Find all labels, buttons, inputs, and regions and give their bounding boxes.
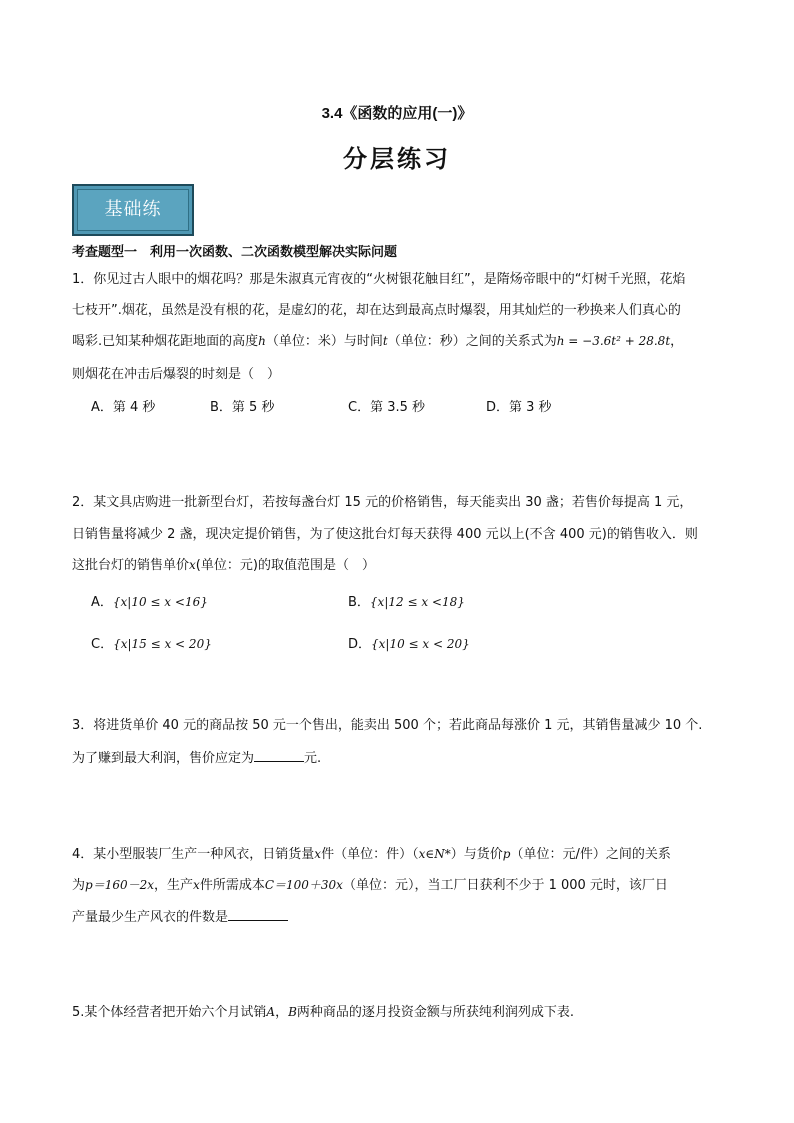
q2-option-c: [91, 636, 212, 654]
q4-line-1-text-d: （单位：元/件）之间的关系: [510, 847, 671, 862]
q4-line-2-text-a: 为: [72, 878, 86, 893]
q1-line-4: 则烟花在冲击后爆裂的时刻是（ ）: [72, 367, 281, 382]
q2-option-d-label: D．: [348, 637, 372, 652]
q1-var-t: t: [382, 334, 388, 348]
q4-eq-p: p＝160－2x: [85, 878, 155, 892]
q5-separator: ，: [275, 1005, 289, 1020]
q1-line-3-text-b: （单位：米）与时间: [265, 334, 383, 349]
q1-option-d: D．第 3 秒: [486, 400, 552, 415]
q5-var-b: B: [288, 1005, 297, 1019]
q1-line-1: 1．你见过古人眼中的烟花吗？那是朱淑真元宵夜的“火树银花触目红”，是隋炀帝眼中的“灯树千光照，花焰: [72, 272, 686, 287]
q4-line-1-text-c: ）与货价: [450, 847, 503, 862]
q1-option-a: A．第 4 秒: [91, 400, 156, 415]
q4-line-1-text-b: 件（单位：件）（: [321, 847, 419, 862]
q5-line-1-text-b: 两种商品的逐月投资金额与所获纯利润列成下表.: [296, 1005, 575, 1020]
q2-line-2: 日销售量将减少 2 盏，现决定提价销售，为了使这批台灯每天获得 400 元以上(不含 400 元)的销售收入．则: [72, 527, 698, 542]
q2-line-3-text-a: 这批台灯的销售单价: [72, 558, 190, 573]
q4-var-x2: x: [193, 878, 200, 892]
document-title: 3.4《函数的应用(一)》: [321, 105, 473, 122]
q1-line-3: [72, 333, 732, 351]
level-badge-label: 基础练: [77, 189, 189, 231]
question-type-heading: 考查题型一 利用一次函数、二次函数模型解决实际问题: [72, 245, 398, 260]
q5-var-a: A: [266, 1005, 276, 1019]
q4-line-2-text-d: （单位：元），当工厂日获利不少于 1 000 元时，该厂日: [342, 878, 668, 893]
q3-line-2-text-a: 为了赚到最大利润，售价应定为: [72, 751, 255, 766]
q4-var-x1: x: [314, 847, 322, 861]
q2-var-x: x: [189, 558, 196, 572]
q5-line-1-text-a: 5.某个体经营者把开始六个月试销: [72, 1005, 267, 1020]
q3-line-2: [72, 749, 732, 768]
q1-line-3-text-d: ，: [670, 334, 684, 349]
q5-line-1: [72, 1004, 732, 1022]
q2-option-a: [91, 594, 208, 612]
q4-line-1: [72, 846, 732, 864]
q2-option-d-set: {x|10 ≤ x < 20}: [371, 637, 470, 651]
q4-line-2-text-b: ，生产: [154, 878, 194, 893]
q2-option-b-label: B．: [348, 595, 370, 610]
q4-eq-c: C＝100＋30x: [264, 878, 343, 892]
q4-line-2-text-c: 件所需成本: [199, 878, 265, 893]
q4-var-p: p: [502, 847, 511, 861]
q2-option-b: [348, 594, 465, 612]
q3-line-1: 3．将进货单价 40 元的商品按 50 元一个售出，能卖出 500 个；若此商品每涨价 1 元，其销售量减少 10 个.: [72, 718, 703, 733]
q2-line-3-text-b: (单位：元)的取值范围是（ ）: [195, 558, 375, 573]
level-badge: [72, 184, 194, 236]
document-subtitle: 分层练习: [343, 144, 451, 173]
q3-answer-blank: [254, 749, 304, 762]
q1-formula: h = −3.6t² + 28.8t: [556, 334, 671, 348]
q1-var-h: h: [258, 334, 266, 348]
q2-option-c-set: {x|15 ≤ x < 20}: [113, 637, 212, 651]
q1-line-2: 七枝开”.烟花，虽然是没有根的花，是虚幻的花，却在达到最高点时爆裂，用其灿烂的一秒换来人们真心的: [72, 303, 681, 318]
q2-option-b-set: {x|12 ≤ x <18}: [369, 595, 465, 609]
q1-option-b: B．第 5 秒: [210, 400, 275, 415]
q4-line-2: [72, 877, 732, 895]
q2-option-a-set: {x|10 ≤ x <16}: [112, 595, 208, 609]
q4-line-3: [72, 908, 732, 927]
q4-answer-blank: [228, 908, 288, 921]
q1-line-3-text-a: 喝彩.已知某种烟花距地面的高度: [72, 334, 259, 349]
q2-option-c-label: C．: [91, 637, 114, 652]
q3-line-2-text-b: 元.: [304, 751, 322, 766]
q2-option-d: [348, 636, 470, 654]
q4-condition: x∈N*: [418, 847, 451, 861]
q2-line-3: [72, 557, 732, 575]
q2-line-1: 2．某文具店购进一批新型台灯，若按每盏台灯 15 元的价格销售，每天能卖出 30 盏；若售价每提高 1 元，: [72, 495, 693, 510]
q1-option-c: C．第 3.5 秒: [348, 400, 426, 415]
q2-option-a-label: A．: [91, 595, 113, 610]
q4-line-1-text-a: 4．某小型服装厂生产一种风衣，日销货量: [72, 847, 315, 862]
q4-line-3-text-a: 产量最少生产风衣的件数是: [72, 910, 229, 925]
q1-line-3-text-c: （单位：秒）之间的关系式为: [387, 334, 557, 349]
